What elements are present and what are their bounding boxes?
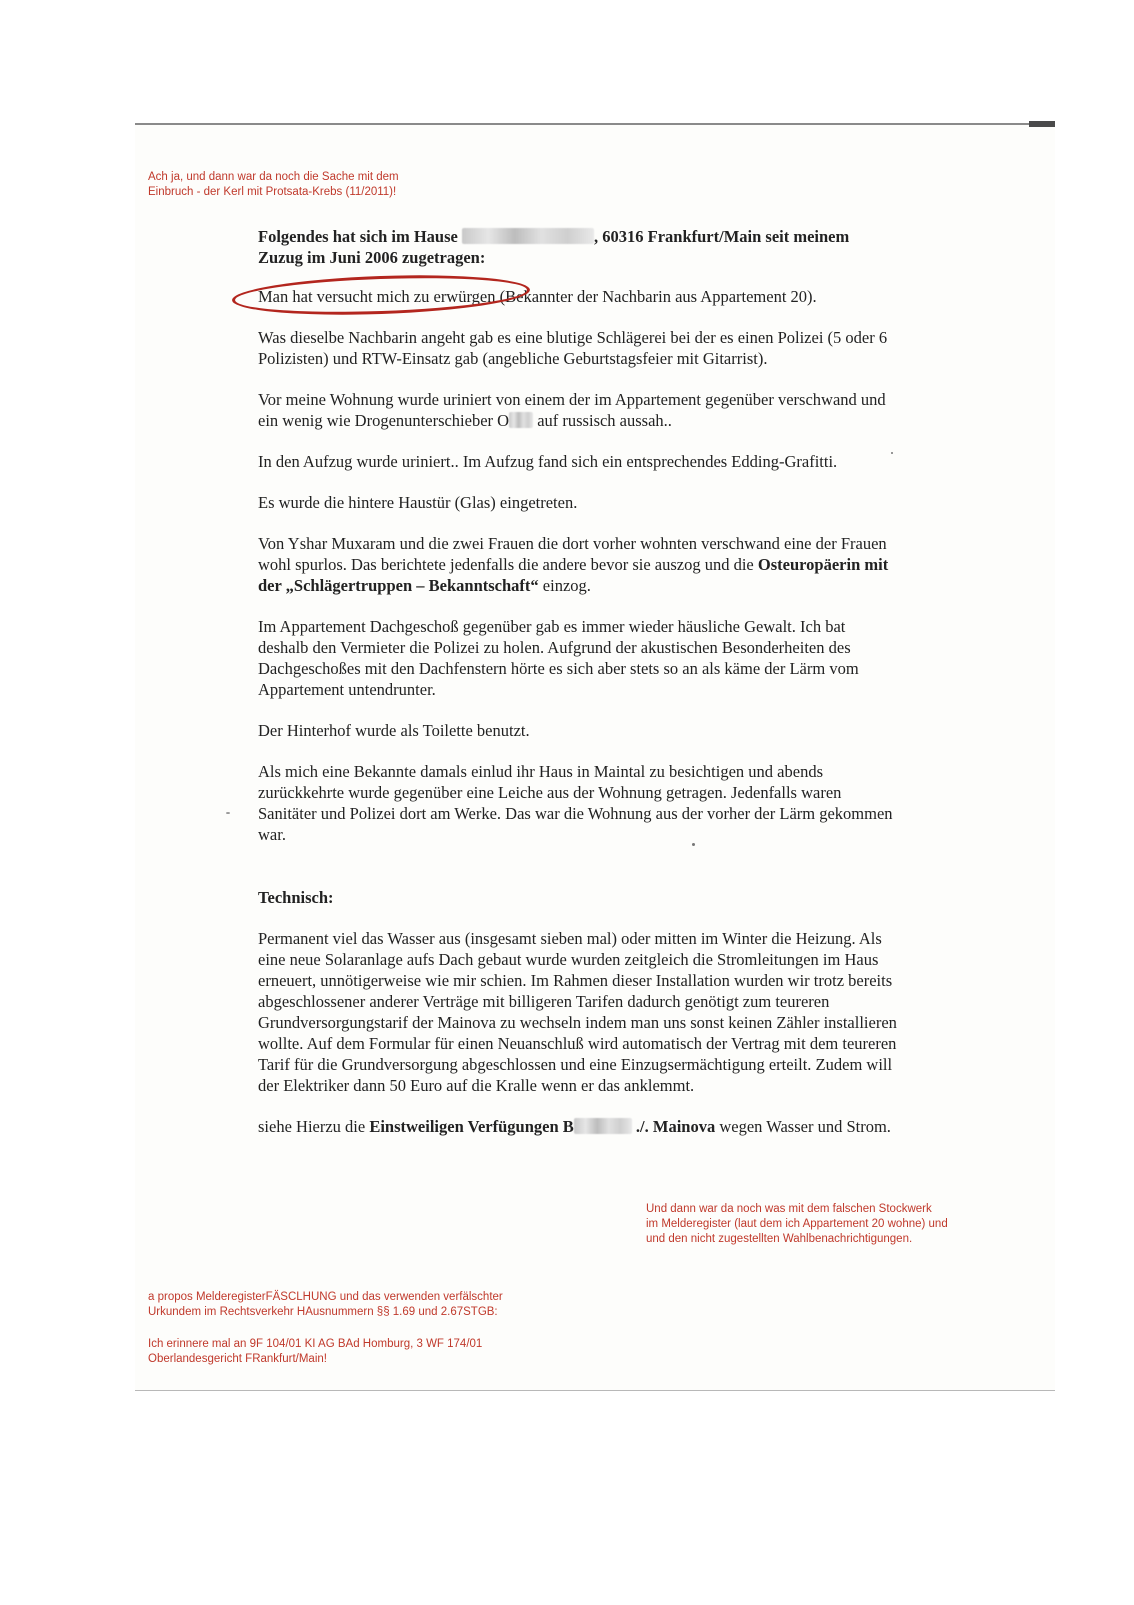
annotation-line: Oberlandesgericht FRankfurt/Main! [148, 1353, 327, 1365]
paragraph-8: Der Hinterhof wurde als Toilette benutzt. [258, 721, 530, 740]
paragraph-9: Als mich eine Bekannte damals einlud ihr Haus in Maintal zu besichtigen und abends zurückkehrte wurde gegenüber eine Leiche aus der Wohnung getragen. Jedenfalls waren Sanitäter und Polizei dort am Werke. Das war die Wohnung aus der vorher der Lärm gekommen war. [258, 762, 893, 844]
redacted-address [462, 228, 594, 244]
paragraph-1: Man hat versucht mich zu erwürgen (Bekannter der Nachbarin aus Appartement 20). [258, 286, 898, 307]
paragraph-7: Im Appartement Dachgeschoß gegenüber gab es immer wieder häusliche Gewalt. Ich bat deshalb den Vermieter die Polizei zu holen. Aufgrund der akustischen Besonderheiten des Dachgeschoßes mit den Dachfenstern hörte es sich aber stets so an als käme der Lärm vom Appartement untendrunter. [258, 617, 859, 699]
annotation-line: Und dann war da noch was mit dem falschen Stockwerk [646, 1203, 932, 1215]
annotation-line: Einbruch - der Kerl mit Protsata-Krebs (11/2011)! [148, 186, 397, 198]
scan-speck [891, 452, 893, 454]
annotation-bottom-left-2 [148, 1337, 482, 1367]
annotation-line: im Melderegister (laut dem ich Appartement 20 wohne) und [646, 1218, 948, 1230]
circled-phrase: Man hat versucht mich zu erwürgen [258, 286, 496, 307]
annotation-line: und den nicht zugestellten Wahlbenachrichtigungen. [646, 1233, 913, 1245]
paragraph-5: Es wurde die hintere Haustür (Glas) eingetreten. [258, 493, 578, 512]
annotation-top-left [148, 170, 399, 200]
annotation-bottom-right [646, 1202, 948, 1247]
redacted-name [509, 412, 533, 428]
annotation-line: a propos MelderegisterFÄSCLHUNG und das verwenden verfälschter [148, 1291, 503, 1303]
annotation-line: Ich erinnere mal an 9F 104/01 KI AG BAd Homburg, 3 WF 174/01 [148, 1338, 483, 1350]
scan-edge-shadow [1029, 121, 1055, 127]
red-circle-mark [231, 271, 530, 319]
letter-body [258, 226, 898, 1157]
letter-heading: Folgendes hat sich im Hause , 60316 Frankfurt/Main seit meinem Zuzug im Juni 2006 zugetragen: [258, 227, 850, 267]
redacted-surname [574, 1118, 632, 1134]
paragraph-10: Permanent viel das Wasser aus (insgesamt sieben mal) oder mitten im Winter die Heizung. Als eine neue Solaranlage aufs Dach gebaut wurde wurden zeitgleich die Stromleitungen im Haus erneuert, unnötigerweise wie mir schien. Im Rahmen dieser Installation wurden wir trotz bereits abgeschlossener anderer Verträge mit billigeren Tarifen dadurch genötigt zum teureren Grundversorgungstarif der Mainova zu wechseln indem man uns sonst keinen Zähler installieren wollte. Auf dem Formular für einen Neuanschluß wird automatisch der Vertrag mit dem teureren Tarif für die Grundversorgung abgeschlossen und eine Einzugsermächtigung erteilt. Zudem will der Elektriker dann 50 Euro auf die Kralle wenn er das anklemmt. [258, 929, 897, 1095]
annotation-line: Ach ja, und dann war da noch die Sache mit dem [148, 171, 399, 183]
paragraph-2: Was dieselbe Nachbarin angeht gab es eine blutige Schlägerei bei der es einen Polizei (5 oder 6 Polizisten) und RTW-Einsatz gab (angebliche Geburtstagsfeier mit Gitarrist). [258, 328, 888, 368]
annotation-line: Urkundem im Rechtsverkehr HAusnummern §§ 1.69 und 2.67STGB: [148, 1306, 498, 1318]
scan-speck [692, 843, 695, 846]
paragraph-3: Vor meine Wohnung wurde uriniert von einem der im Appartement gegenüber verschwand und ein wenig wie Drogenunterschieber O auf russisch aussah.. [258, 390, 886, 430]
annotation-bottom-left-1 [148, 1290, 503, 1320]
paragraph-4: In den Aufzug wurde uriniert.. Im Aufzug fand sich ein entsprechendes Edding-Grafitti. [258, 452, 838, 471]
paragraph-11: siehe Hierzu die Einstweiligen Verfügungen B ./. Mainova wegen Wasser und Strom. [258, 1117, 891, 1136]
scan-speck [226, 812, 230, 814]
paragraph-6: Von Yshar Muxaram und die zwei Frauen die dort vorher wohnten verschwand eine der Frauen wohl spurlos. Das berichtete jedenfalls die andere bevor sie auszog und die Osteuropäerin mit der „Schlägertruppen – Bekanntschaft“ einzog. [258, 534, 889, 595]
section-title-technisch: Technisch: [258, 888, 334, 907]
